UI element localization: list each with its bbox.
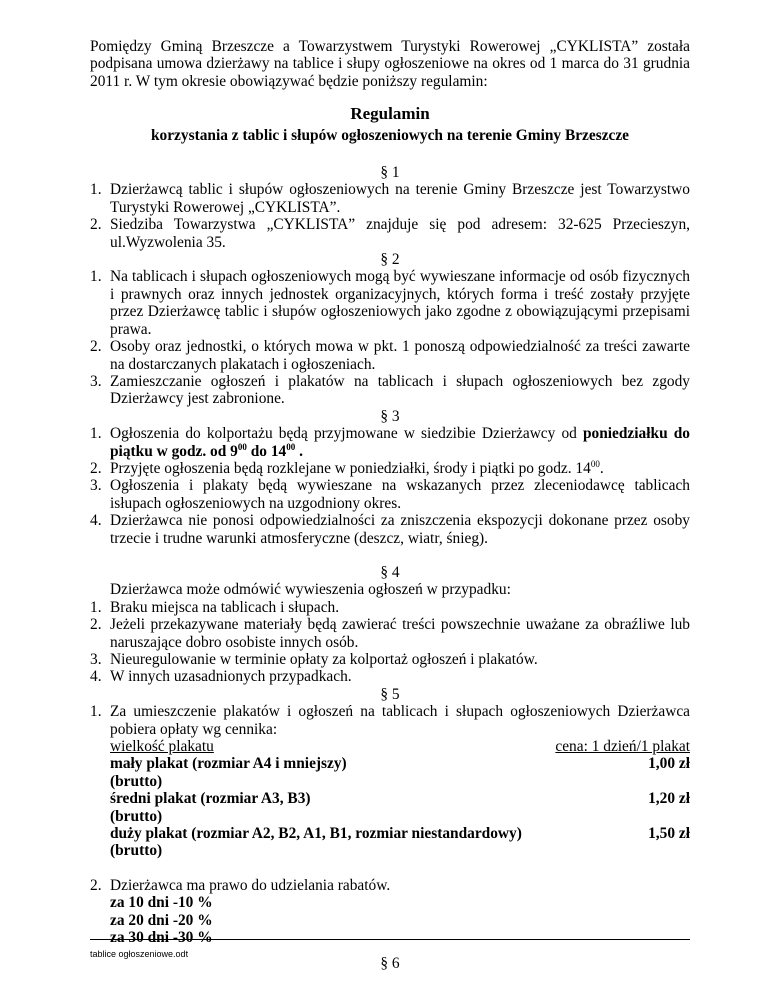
- list-item: 1. Za umieszczenie plakatów i ogłoszeń na tablicach i słupach ogłoszeniowych Dzierżawca pobiera opłaty wg cennika: wielkość plakatu cena: 1 dzień/1 plakat mały plakat (rozmiar A4 i mniejszy) 1,00 zł (brutto) średni plakat (rozmiar A3, B3) 1,20 zł (brutto) duży plakat (rozmiar A2, B2, A1, B1, rozmiar niestandardowy) 1,50 zł (brutto): [90, 703, 690, 860]
- section-5-heading: § 5: [380, 685, 400, 703]
- price-row: średni plakat (rozmiar A3, B3) 1,20 zł: [110, 790, 690, 808]
- list-item: 4. W innych uzasadnionych przypadkach.: [90, 668, 352, 686]
- discount: za 30 dni -30 %: [110, 929, 213, 947]
- list-item: 3. Nieuregulowanie w terminie opłaty za kolportaż ogłoszeń i plakatów.: [90, 651, 538, 668]
- price-header: [110, 738, 690, 755]
- list-item: 2. Siedziba Towarzystwa „CYKLISTA” znajduje się pod adresem: 32-625 Przecieszyn, ul.Wyzwolenia 35.: [90, 216, 690, 251]
- list-item: 1. Na tablicach i słupach ogłoszeniowych mogą być wywieszane informacje od osób fizycznych i prawnych oraz innych jednostek organizacyjnych, których forma i treść zostały przyjęte przez Dzierżawcę tablic i słupów ogłoszeniowych jako zgodne z obowiązującymi przepisami prawa.: [90, 268, 690, 338]
- price-row: duży plakat (rozmiar A2, B2, A1, B1, rozmiar niestandardowy) 1,50 zł: [110, 825, 690, 843]
- section-4-lead: Dzierżawca może odmówić wywieszenia ogłoszeń w przypadku:: [110, 581, 511, 599]
- section-4-heading: § 4: [380, 563, 400, 581]
- section-4-list: [90, 599, 690, 686]
- list-item: 1. Braku miejsca na tablicach i słupach.: [90, 598, 340, 616]
- section-1-list: [90, 181, 690, 251]
- list-item: 2. Dzierżawca ma prawo do udzielania rabatów. za 10 dni -10 % za 20 dni -20 % za 30 dni -30 %: [90, 877, 690, 947]
- footer-filename: tablice ogłoszeniowe.odt: [90, 949, 189, 959]
- list-item: 2. Osoby oraz jednostki, o których mowa w pkt. 1 ponoszą odpowiedzialność za treści zawarte na dostarczanych plakatach i ogłoszeniach.: [90, 338, 690, 373]
- intro-paragraph: Pomiędzy Gminą Brzeszcze a Towarzystwem Turystyki Rowerowej „CYKLISTA” została podpisana umowa dzierżawy na tablice i słupy ogłoszeniowe na okres od 1 marca do 31 grudnia 2011 r. W tym okresie obowiązywać będzie poniższy regulamin:: [90, 38, 690, 90]
- document-title: Regulamin: [350, 104, 430, 124]
- section-2-list: [90, 268, 690, 407]
- price-note: (brutto): [110, 807, 163, 825]
- section-5-list: [90, 703, 690, 946]
- list-item: 3. Zamieszczanie ogłoszeń i plakatów na tablicach i słupach ogłoszeniowych bez zgody Dzierżawcy jest zabronione.: [90, 372, 690, 408]
- discount: za 10 dni -10 %: [110, 894, 213, 912]
- price-header-left: wielkość plakatu: [110, 738, 214, 756]
- price-note: (brutto): [110, 772, 163, 790]
- list-item: 2. Jeżeli przekazywane materiały będą zawierać treści powszechnie uważane za obraźliwe lub naruszające dobro osobiste innych osób.: [90, 616, 690, 651]
- list-item: 4. Dzierżawca nie ponosi odpowiedzialności za zniszczenia ekspozycji dokonane przez osoby trzecie i trudne warunki atmosferyczne (deszcz, wiatr, śnieg).: [90, 512, 690, 547]
- list-item: 2. Przyjęte ogłoszenia będą rozklejane w poniedziałki, środy i piątki po godz. $14^{00}$.: [90, 458, 604, 477]
- footer-divider: [90, 939, 690, 940]
- list-item: 1. Dzierżawcą tablic i słupów ogłoszeniowych na terenie Gminy Brzeszcze jest Towarzystwo Turystyki Rowerowej „CYKLISTA”.: [90, 181, 690, 216]
- price-row: mały plakat (rozmiar A4 i mniejszy) 1,00 zł: [110, 755, 690, 773]
- list-item: 3. Ogłoszenia i plakaty będą wywieszane na wskazanych przez zleceniodawcę tablicach isłupach ogłoszeniowych na uzgodniony okres.: [90, 477, 690, 512]
- section-1-heading: § 1: [380, 164, 400, 182]
- price-table: [110, 738, 690, 860]
- document-page: [90, 38, 690, 972]
- list-item: 1. Ogłoszenia do kolportażu będą przyjmowane w siedzibie Dzierżawcy od poniedziałku do piątku w godz. od $9^{00}$ do $14^{00}$ .: [90, 425, 690, 460]
- section-2-heading: § 2: [380, 251, 400, 269]
- document-subtitle: korzystania z tablic i słupów ogłoszeniowych na terenie Gminy Brzeszcze: [150, 126, 630, 144]
- section-3-heading: § 3: [380, 407, 400, 425]
- price-header-right: cena: 1 dzień/1 plakat: [555, 738, 690, 756]
- price-note: (brutto): [110, 842, 163, 860]
- section-6-heading: § 6: [380, 954, 400, 972]
- section-3-list: [90, 425, 690, 547]
- discount: za 20 dni -20 %: [110, 911, 213, 929]
